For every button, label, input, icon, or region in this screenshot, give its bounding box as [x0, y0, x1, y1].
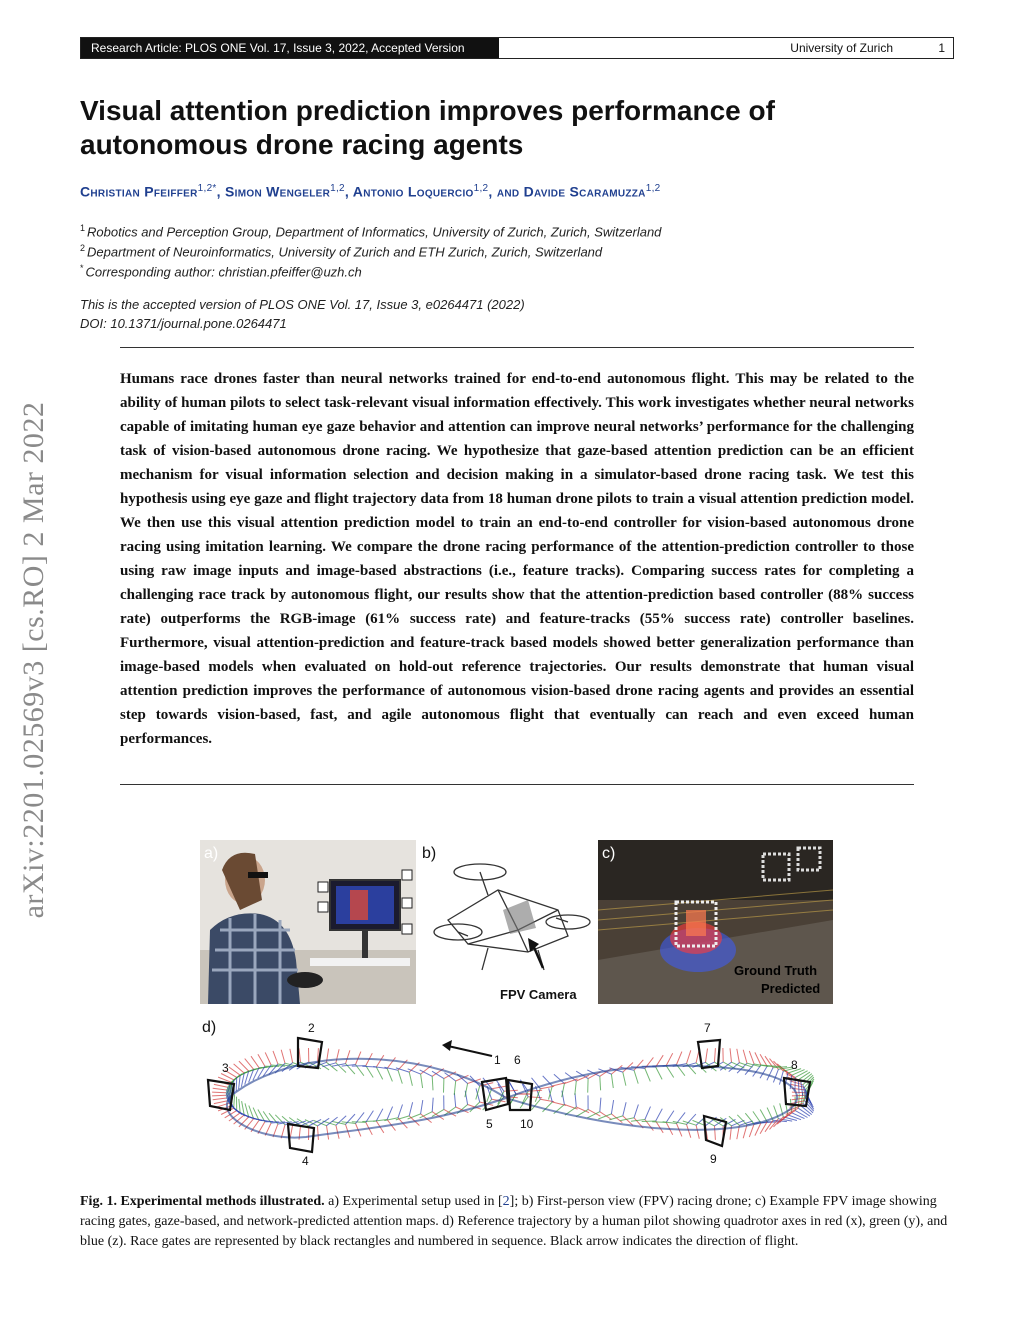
axis-tick [212, 1095, 226, 1096]
axis-tick [476, 1086, 480, 1100]
gate [482, 1078, 508, 1110]
gate-label: 5 [486, 1117, 493, 1131]
legend-predicted: Predicted [761, 981, 821, 996]
axis-tick [576, 1109, 588, 1116]
fpv-attention-image [598, 840, 833, 1004]
axis-tick [318, 1126, 319, 1140]
trajectory-path [227, 1059, 797, 1138]
axis-tick [492, 1086, 506, 1088]
axis-tick [753, 1111, 761, 1123]
axis-tick [634, 1060, 643, 1070]
axis-tick [623, 1072, 626, 1086]
axis-tick [677, 1052, 682, 1065]
panel-label-d: d) [202, 1019, 217, 1036]
axis-tick [273, 1051, 278, 1064]
axis-tick [409, 1072, 412, 1086]
axis-tick [214, 1084, 228, 1087]
axis-tick [792, 1113, 805, 1119]
axis-tick [611, 1074, 613, 1088]
axis-tick [258, 1054, 265, 1066]
axis-tick [687, 1124, 691, 1137]
gate-label: 10 [520, 1117, 534, 1131]
version-note: This is the accepted version of PLOS ONE Vol. 17, Issue 3, e0264471 (2022) [80, 297, 525, 312]
header-journal: Research Article: PLOS ONE Vol. 17, Issue 3, 2022, Accepted Version [81, 38, 499, 58]
axis-tick [729, 1063, 740, 1072]
axis-tick [366, 1111, 374, 1123]
race-gates [208, 1038, 810, 1152]
axis-tick [352, 1122, 366, 1123]
axis-tick [666, 1066, 674, 1078]
axis-tick [732, 1120, 745, 1126]
affiliation [80, 219, 661, 241]
axis-tick [666, 1053, 673, 1065]
axis-tick [715, 1048, 716, 1062]
axis-tick [549, 1086, 553, 1100]
author-affil-mark: 1,2* [197, 183, 217, 194]
axis-tick [376, 1055, 384, 1067]
affiliation-mark: 1 [80, 223, 86, 233]
axis-tick [743, 1050, 747, 1064]
axis-tick [239, 1075, 241, 1089]
affiliation-text: Corresponding author: christian.pfeiffer@uzh.ch [85, 264, 362, 280]
axis-tick [213, 1098, 227, 1100]
caption-label: Fig. 1. [80, 1194, 117, 1209]
author: and Davide Scaramuzza [496, 183, 646, 200]
divider [120, 784, 914, 785]
axis-tick [645, 1107, 651, 1120]
axis-tick [749, 1051, 754, 1064]
trajectory-figure [196, 1012, 836, 1182]
axis-tick [398, 1105, 403, 1118]
panel-label-a: a) [204, 845, 219, 862]
axis-tick [696, 1125, 699, 1139]
axis-tick [666, 1111, 674, 1123]
panel-label-c: c) [602, 845, 616, 862]
running-header [80, 37, 954, 59]
axis-tick [242, 1101, 245, 1115]
axis-tick [376, 1109, 383, 1121]
axis-tick [634, 1070, 638, 1083]
affiliation-text: Robotics and Perception Group, Department of Informatics, University of Zurich, Zurich, Switzerland [87, 224, 662, 240]
author-affil-mark: 1,2 [473, 183, 489, 194]
axis-tick [432, 1098, 433, 1112]
axis-tick [366, 1066, 373, 1078]
affiliation [80, 239, 602, 261]
axis-tick [387, 1069, 392, 1082]
author: Simon Wengeler [225, 183, 331, 200]
affiliation-mark: * [80, 263, 84, 273]
axis-tick [509, 1082, 516, 1094]
axis-tick [656, 1121, 664, 1133]
author: Antonio Loquercio [352, 183, 474, 200]
axis-tick [564, 1105, 577, 1110]
caption-text: a) Experimental setup used in [ [324, 1194, 503, 1209]
axis-tick [656, 1067, 662, 1079]
axis-tick [645, 1069, 650, 1082]
axis-tick [387, 1107, 393, 1120]
corresponding-author [80, 259, 362, 281]
axis-tick [281, 1050, 285, 1064]
axis-tick [687, 1050, 691, 1063]
axis-tick [496, 1080, 504, 1092]
author-affil-mark: 1,2 [330, 183, 345, 194]
axis-tick [729, 1116, 740, 1125]
axis-tick [212, 1092, 226, 1093]
header-institution: University of Zurich [790, 41, 893, 55]
axis-tick [792, 1095, 806, 1096]
figure-caption [80, 1192, 954, 1252]
axis-tick [421, 1100, 423, 1114]
citation-link[interactable]: 2 [502, 1194, 510, 1209]
axis-tick [706, 1049, 708, 1063]
photo-experimental-setup [200, 840, 416, 1004]
axis-tick [575, 1081, 577, 1095]
axis-tick [290, 1049, 293, 1063]
axis-tick [631, 1120, 645, 1122]
axis-tick [239, 1099, 240, 1113]
axis-tick [611, 1100, 613, 1114]
author-list: Christian Pfeiffer$^{1,2*}$, Simon Wengeler$^{1,2}$, Antonio Loquercio$^{1,2}$, and Davide Scaramuzza$^{1,2}$ [80, 183, 661, 200]
author-affil-mark: 1,2 [645, 183, 661, 194]
axis-tick [234, 1094, 235, 1108]
axis-tick [730, 1048, 732, 1062]
axis-tick [737, 1049, 740, 1063]
axis-tick [575, 1093, 576, 1107]
gate-label: 2 [308, 1021, 315, 1035]
axis-tick [737, 1115, 747, 1125]
axis-tick [376, 1067, 382, 1079]
axis-tick [236, 1077, 237, 1091]
gate-label: 9 [710, 1152, 717, 1166]
axis-tick [623, 1102, 626, 1116]
axis-tick [432, 1076, 433, 1090]
drone-diagram [418, 840, 598, 1004]
arxiv-id: arXiv:2201.02569v3 [cs.RO] 2 Mar 2022 [17, 401, 50, 919]
legend-ground-truth: Ground Truth [734, 963, 818, 978]
panel-label-b: b) [422, 845, 437, 862]
axis-tick [611, 1114, 622, 1123]
arxiv-stamp [14, 401, 54, 919]
gate-label: 1 [494, 1053, 501, 1067]
axis-tick [346, 1050, 350, 1063]
axis-tick [795, 1111, 807, 1118]
divider [120, 347, 914, 348]
affiliation-text: Department of Neuroinformatics, University of Zurich and ETH Zurich, Zurich, Switzerland [87, 244, 603, 260]
axis-tick [600, 1098, 601, 1112]
axis-tick [336, 1049, 339, 1063]
axis-tick [773, 1069, 778, 1082]
author: Christian Pfeiffer [80, 183, 198, 200]
gate-label: 4 [302, 1154, 309, 1168]
doi: DOI: 10.1371/journal.pone.0264471 [80, 316, 287, 331]
axis-tick [779, 1071, 783, 1085]
axis-tick [398, 1070, 402, 1083]
axis-tick [656, 1109, 663, 1121]
axis-tick [421, 1074, 423, 1088]
axis-tick [362, 1121, 376, 1122]
axis-tick [214, 1101, 228, 1104]
axis-tick [790, 1099, 791, 1113]
axis-tick [609, 1116, 623, 1120]
axis-tick [387, 1057, 395, 1068]
axis-tick [251, 1056, 259, 1068]
axis-tick [213, 1088, 227, 1090]
paper-title: Visual attention prediction improves performance of autonomous drone racing agents [80, 95, 775, 160]
axis-tick [454, 1081, 456, 1095]
axis-tick [715, 1126, 716, 1140]
gate-label: 8 [791, 1058, 798, 1072]
axis-tick [454, 1093, 455, 1107]
axis-tick [327, 1126, 329, 1140]
caption-title: Experimental methods illustrated. [120, 1194, 325, 1209]
page-number: 1 [938, 41, 945, 55]
axis-tick [299, 1048, 301, 1062]
axis-tick [409, 1102, 412, 1116]
flight-direction-arrow [448, 1046, 492, 1056]
axis-tick [600, 1112, 612, 1120]
affiliation-mark: 2 [80, 243, 86, 253]
axis-tick [600, 1076, 601, 1090]
axis-tick [634, 1105, 638, 1118]
caption-text: ]; b) First-person view (FPV) racing drone; c) Example FPV image showing racing gates, gaze-based, and network-predicted attention maps. d) Reference trajectory by a human pilot showing quadrotor axes in red (x), green (y), and blue (z). Race gates are represented by black rectangles and numbered in sequence. Black arrow indicates the direction of flight. [80, 1194, 948, 1249]
gate-label: 6 [514, 1053, 521, 1067]
gate-label: 3 [222, 1061, 229, 1075]
axis-tick [265, 1052, 271, 1065]
gate-label: 7 [704, 1021, 711, 1035]
abstract: Humans race drones faster than neural networks trained for end-to-end autonomous flight. This may be related to the ability of human pilots to select task-relevant visual information effectively. This work investigates whether neural networks capable of imitating human eye gaze behavior and attention can improve neural networks’ performance for the challenging task of vision-based autonomous drone racing. We hypothesize that gaze-based attention prediction can be an efficient mechanism for visual information selection and decision making in a simulator-based drone racing task. We test this hypothesis using eye gaze and flight trajectory data from 18 human drone pilots to train a visual attention prediction model. We then use this visual attention prediction model to train an end-to-end controller for vision-based autonomous drone racing using imitation learning. We compare the drone racing performance of the attention-prediction controller to those using raw image inputs and image-based abstractions (i.e., feature tracks). Comparing success rates for completing a challenging race track by autonomous flight, our results show that the attention-prediction based controller (88% success rate) outperforms the RGB-image (61% success rate) and feature-tracks (55% success rate) controller baselines. Furthermore, visual attention-prediction and feature-track based models showed better generalization performance than image-based models when evaluated on hold-out reference trajectories. Our results demonstrate that human visual attention prediction improves the performance of autonomous vision-based drone racing agents and provides an essential step towards vision-based, fast, and agile autonomous flight that eventually can reach and even exceed human performances. [120, 371, 914, 747]
fpv-camera-label: FPV Camera [500, 987, 577, 1002]
